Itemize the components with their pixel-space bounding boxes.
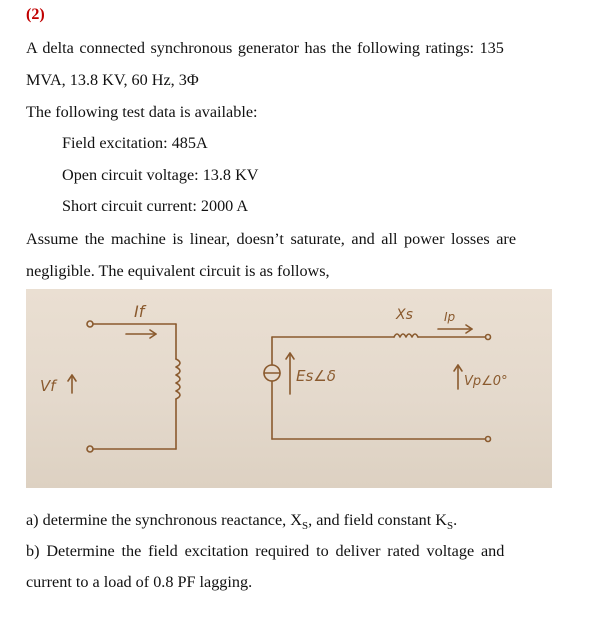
question-b-line-1: b) Determine the field excitation required to deliver rated voltage and bbox=[26, 542, 505, 560]
short-circuit-current: Short circuit current: 2000 A bbox=[62, 197, 249, 215]
open-circuit-voltage: Open circuit voltage: 13.8 KV bbox=[62, 166, 259, 184]
equivalent-circuit-photo bbox=[26, 289, 552, 488]
field-current-label: If bbox=[134, 302, 145, 321]
field-bottom-terminal bbox=[87, 446, 93, 452]
question-b-line-2: current to a load of 0.8 PF lagging. bbox=[26, 573, 253, 591]
problem-number: (2) bbox=[26, 6, 45, 23]
reactance-coil bbox=[394, 334, 418, 337]
equivalent-circuit-diagram bbox=[26, 289, 552, 488]
output-bottom-terminal bbox=[486, 437, 491, 442]
terminal-voltage-label: Vp∠0° bbox=[464, 374, 508, 389]
question-a-subscript-1: S bbox=[301, 520, 309, 533]
problem-line-2: MVA, 13.8 KV, 60 Hz, 3Φ bbox=[26, 71, 199, 89]
problem-line-1: A delta connected synchronous generator has the following ratings: 135 bbox=[26, 39, 504, 57]
source-voltage-label: Es∠δ bbox=[296, 367, 336, 385]
assumption-line-1: Assume the machine is linear, doesn’t saturate, and all power losses are bbox=[26, 230, 517, 248]
assumption-line-2: negligible. The equivalent circuit is as follows, bbox=[26, 262, 330, 280]
field-excitation: Field excitation: 485A bbox=[62, 134, 208, 152]
question-a-middle: , and field constant K bbox=[308, 511, 447, 529]
phase-current-label: Ip bbox=[444, 310, 456, 324]
question-a-suffix: . bbox=[453, 511, 458, 529]
question-a bbox=[26, 510, 457, 536]
question-a-prefix: a) determine the synchronous reactance, X bbox=[26, 511, 302, 529]
output-top-terminal bbox=[486, 335, 491, 340]
question-a-subscript-2: S bbox=[447, 520, 454, 533]
reactance-label: Xs bbox=[396, 307, 413, 323]
field-winding-coil bbox=[176, 359, 180, 399]
field-top-terminal bbox=[87, 321, 93, 327]
field-voltage-label: Vf bbox=[40, 377, 56, 395]
test-data-intro: The following test data is available: bbox=[26, 103, 258, 121]
